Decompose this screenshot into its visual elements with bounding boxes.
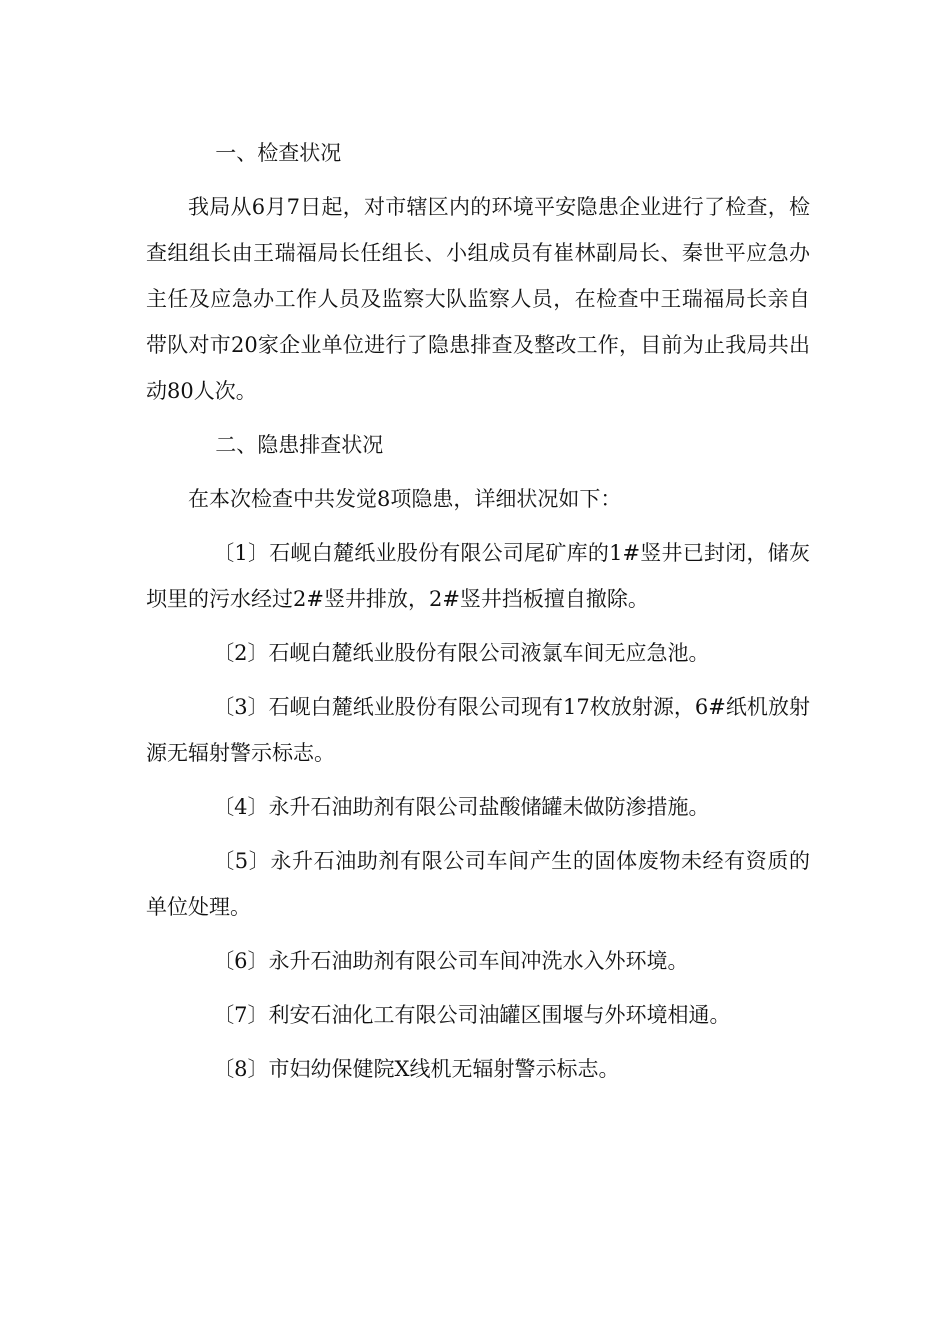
hazard-item-8: 〔8〕市妇幼保健院X线机无辐射警示标志。 — [213, 1057, 620, 1081]
section-heading-hazard-survey: 二、隐患排查状况 — [215, 433, 384, 457]
paragraph-hazard-summary: 在本次检查中共发觉8项隐患，详细状况如下： — [188, 487, 622, 511]
paragraph-inspection-details: 我局从6月7日起，对市辖区内的环境平安隐患企业进行了检查，检查组组长由王瑞福局长任组长、小组成员有崔林副局长、秦世平应急办主任及应急办工作人员及监察大队监察人员，在检查中王瑞福局长亲自带队对市20家企业单位进行了隐患排查及整改工作，目前为止我局共出动80人次。 — [146, 195, 810, 403]
hazard-item-3: 〔3〕石岘白麓纸业股份有限公司现有17枚放射源，6#纸机放射源无辐射警示标志。 — [146, 695, 810, 765]
hazard-item-2: 〔2〕石岘白麓纸业股份有限公司液氯车间无应急池。 — [213, 641, 710, 665]
hazard-item-4: 〔4〕永升石油助剂有限公司盐酸储罐未做防渗措施。 — [213, 795, 710, 819]
hazard-item-5: 〔5〕永升石油助剂有限公司车间产生的固体废物未经有资质的单位处理。 — [146, 849, 810, 919]
hazard-item-7: 〔7〕利安石油化工有限公司油罐区围堰与外环境相通。 — [213, 1003, 731, 1027]
section-heading-inspection: 一、检查状况 — [215, 141, 342, 165]
hazard-item-1: 〔1〕石岘白麓纸业股份有限公司尾矿库的1#竖井已封闭，储灰坝里的污水经过2#竖井排放，2#竖井挡板擅自撤除。 — [146, 541, 810, 611]
hazard-item-6: 〔6〕永升石油助剂有限公司车间冲洗水入外环境。 — [213, 949, 689, 973]
document-body — [146, 130, 810, 1100]
